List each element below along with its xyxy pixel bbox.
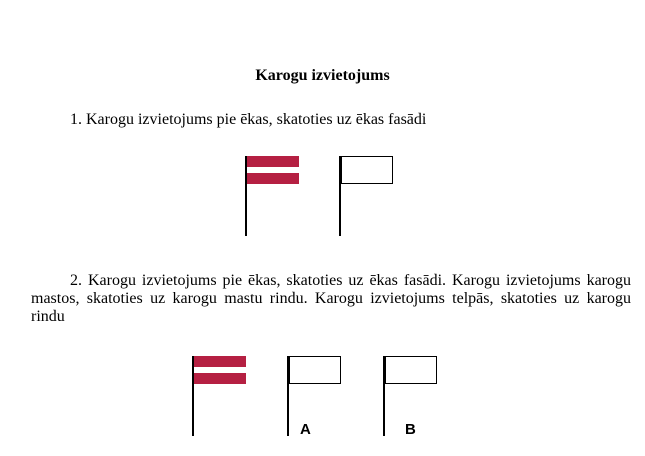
- flag-label-a: A: [300, 421, 311, 438]
- latvian-flag-icon: [191, 354, 251, 436]
- flag-label-b: B: [405, 421, 416, 438]
- latvian-flag-icon: [244, 154, 304, 236]
- blank-flag-icon: [286, 354, 346, 436]
- blank-flag-icon: [338, 154, 398, 236]
- section-1-heading: 1. Karogu izvietojums pie ēkas, skatoties uz ēkas fasādi: [70, 111, 427, 128]
- document-title: Karogu izvietojums: [255, 67, 390, 84]
- section-2-paragraph: 2. Karogu izvietojums pie ēkas, skatoties uz ēkas fasādi. Karogu izvietojums karogu mastos, skatoties uz karogu mastu rindu. Karogu izvietojums telpās, skatoties uz karogu rindu: [31, 272, 631, 325]
